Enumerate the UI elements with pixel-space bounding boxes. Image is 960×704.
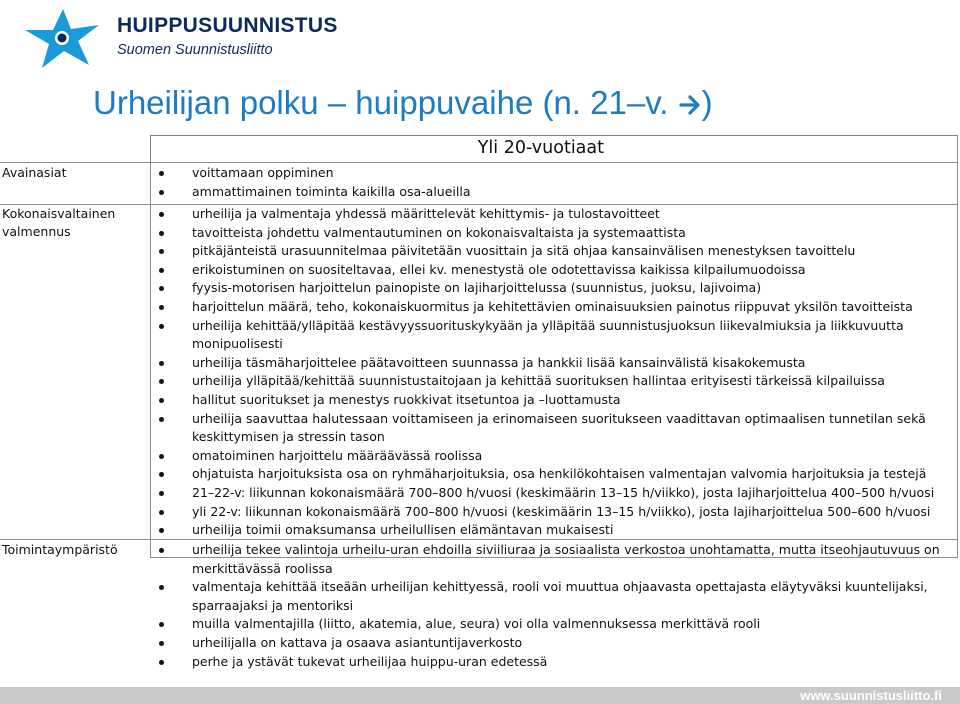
list-item: perhe ja ystävät tukevat urheilijaa huippu-uran edetessä <box>152 653 952 672</box>
list-item: muilla valmentajilla (liitto, akatemia, alue, seura) voi olla valmennuksessa merkittävä rooli <box>152 615 952 634</box>
page-title-text: Urheilijan polku – huippuvaihe (n. 21–v. <box>93 84 678 121</box>
list-item: 21–22-v: liikunnan kokonaismäärä 700–800 h/vuosi (keskimäärin 13–15 h/viikko), josta lajiharjoittelua 400–500 h/vuosi <box>152 484 952 503</box>
section-label-kokonaisvaltainen-valmennus: Kokonaisvaltainen valmennus <box>2 206 116 239</box>
org-name: HUIPPUSUUNNISTUS <box>117 14 338 37</box>
org-subtitle: Suomen Suunnistusliitto <box>117 42 273 58</box>
section-label-avainasiat: Avainasiat <box>2 165 67 180</box>
footer-url-link[interactable]: www.suunnistusliitto.fi <box>800 688 942 703</box>
arrow-right-icon <box>678 93 702 117</box>
list-item: valmentaja kehittää itseään urheilijan kehittyessä, rooli voi muuttua ohjaavasta opettajasta eläytyväksi kuuntelijaksi, sparraajaksi ja mentoriksi <box>152 578 952 615</box>
list-item: urheilija ja valmentaja yhdessä määrittelevät kehittymis- ja tulostavoitteet <box>152 205 952 224</box>
list-item: voittamaan oppiminen <box>152 164 952 183</box>
list-item: fyysis-motorisen harjoittelun painopiste on lajiharjoittelussa (suunnistus, juoksu, lajivoima) <box>152 279 952 298</box>
list-kokonaisvaltainen-valmennus <box>152 205 952 540</box>
list-item: urheilija saavuttaa halutessaan voittamiseen ja erinomaiseen suoritukseen vaadittavan optimaalisen tunnetilan sekä keskittymisen ja stressin tason <box>152 410 952 447</box>
compass-star-logo-icon <box>22 8 102 70</box>
list-item: urheilijalla on kattava ja osaava asiantuntijaverkosto <box>152 634 952 653</box>
list-item: harjoittelun määrä, teho, kokonaiskuormitus ja kehitettävien ominaisuuksien painotus riippuvat yksilön tavoitteista <box>152 298 952 317</box>
column-divider <box>150 162 151 557</box>
list-item: ohjatuista harjoituksista osa on ryhmäharjoituksia, osa henkilökohtaisen valmentajan valvomia harjoituksia ja testejä <box>152 465 952 484</box>
list-item: urheilija kehittää/ylläpitää kestävyyssuorituskykyään ja ylläpitää suunnistusjuoksun liikevalmiuksia ja liikkuvuutta monipuolisesti <box>152 317 952 354</box>
footer-bar <box>0 687 960 704</box>
section-label-toimintaymparisto: Toimintaympäristö <box>2 542 118 557</box>
table-right-border <box>957 135 958 557</box>
list-item: urheilija täsmäharjoittelee päätavoitteen suunnassa ja hankkii lisää kansainvälistä kisakokemusta <box>152 354 952 373</box>
list-avainasiat <box>152 164 952 201</box>
list-item: hallitut suoritukset ja menestys ruokkivat itsetuntoa ja –luottamusta <box>152 391 952 410</box>
list-item: erikoistuminen on suositeltavaa, ellei kv. menestystä ole odotettavissa kaikissa kilpailumuodoissa <box>152 261 952 280</box>
list-item: ammattimainen toiminta kaikilla osa-alueilla <box>152 183 952 202</box>
list-item: urheilija tekee valintoja urheilu-uran ehdoilla siviiliuraa ja sosiaalista verkostoa unohtamatta, mutta itseohjautuvuus on merkittävässä roolissa <box>152 541 952 578</box>
list-item: yli 22-v: liikunnan kokonaismäärä 700–800 h/vuosi (keskimäärin 13–15 h/viikko), josta lajiharjoittelua 500–600 h/vuosi <box>152 503 952 522</box>
list-toimintaymparisto <box>152 541 952 671</box>
page-title-end: ) <box>701 84 713 121</box>
row-divider <box>0 162 958 163</box>
list-item: pitkäjänteistä urasuunnitelmaa päivitetään vuosittain ja sitä ohjaa kansainvälisen menestyksen tavoittelu <box>152 242 952 261</box>
list-item: omatoiminen harjoittelu määräävässä roolissa <box>152 447 952 466</box>
column-header <box>150 135 958 162</box>
column-header-label: Yli 20-vuotiaat <box>477 138 604 158</box>
page-title <box>93 84 713 122</box>
list-item: tavoitteista johdettu valmentautuminen on kokonaisvaltaista ja systemaattista <box>152 224 952 243</box>
list-item: urheilija toimii omaksumansa urheilullisen elämäntavan mukaisesti <box>152 521 952 540</box>
list-item: urheilija ylläpitää/kehittää suunnistustaitojaan ja kehittää suorituksen hallintaa erityisesti tärkeissä kilpailuissa <box>152 372 952 391</box>
